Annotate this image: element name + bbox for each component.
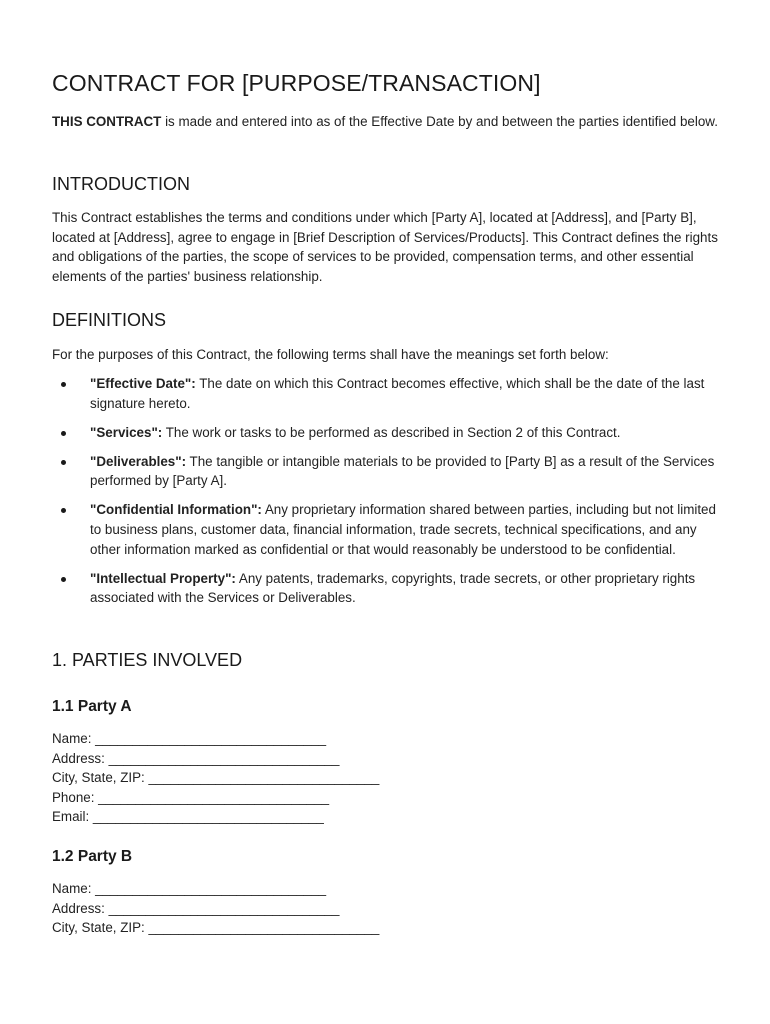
party-a-email-field[interactable]: Email: _______________________________ [52, 809, 324, 825]
party-b-fields [52, 879, 722, 938]
definition-item [52, 374, 722, 413]
definition-item [52, 452, 722, 491]
bullet-icon [61, 460, 66, 465]
contract-title: CONTRACT FOR [PURPOSE/TRANSACTION] [52, 70, 541, 96]
definition-term: "Intellectual Property": [90, 570, 236, 586]
opening-lead: THIS CONTRACT [52, 114, 162, 129]
introduction-heading: INTRODUCTION [52, 174, 190, 194]
definition-item [52, 569, 722, 608]
party-a-fields [52, 729, 722, 827]
bullet-icon [61, 431, 66, 436]
bullet-icon [61, 382, 66, 387]
definition-term: "Deliverables": [90, 453, 187, 469]
definitions-heading: DEFINITIONS [52, 310, 167, 330]
introduction-text: This Contract establishes the terms and conditions under which [Party A], located at [Address], and [Party B], located at [Address], agree to engage in [Brief Description of Services/Products]. This Contract defines the rights and obligations of the parties, the scope of services to be provided, compensation terms, and other essential elements of the parties' business relationship. [52, 210, 718, 284]
party-a-phone-field[interactable]: Phone: _______________________________ [52, 789, 330, 805]
bullet-icon [61, 508, 66, 513]
definitions-intro: For the purposes of this Contract, the following terms shall have the meanings set forth below: [52, 347, 609, 362]
definition-term: "Services": [90, 424, 163, 440]
parties-heading: 1. PARTIES INVOLVED [52, 650, 243, 670]
opening-paragraph [52, 112, 722, 132]
bullet-icon [61, 577, 66, 582]
definition-text: The tangible or intangible materials to be provided to [Party B] as a result of the Services performed by [Party A]. [90, 453, 715, 489]
party-a-heading: 1.1 Party A [52, 698, 132, 715]
party-b-name-field[interactable]: Name: _______________________________ [52, 881, 327, 896]
party-b-city-field[interactable]: City, State, ZIP: _______________________________ [52, 920, 380, 936]
definition-term: "Confidential Information": [90, 502, 262, 518]
definition-text: Any proprietary information shared between parties, including but not limited to business plans, customer data, financial information, trade secrets, technical specifications, and any other information marked as confidential or that would reasonably be understood to be confidential. [90, 502, 716, 557]
definition-term: "Effective Date": [90, 376, 196, 391]
definition-item [52, 423, 722, 443]
party-b-address-field[interactable]: Address: _______________________________ [52, 900, 340, 916]
party-a-address-field[interactable]: Address: _______________________________ [52, 750, 340, 766]
party-b-heading: 1.2 Party B [52, 848, 133, 865]
definition-item [52, 500, 722, 559]
definition-text: The work or tasks to be performed as described in Section 2 of this Contract. [162, 424, 621, 440]
definition-text: Any patents, trademarks, copyrights, trade secrets, or other proprietary rights associated with the Services or Deliverables. [90, 570, 696, 606]
definitions-list [52, 374, 722, 617]
party-a-city-field[interactable]: City, State, ZIP: _______________________________ [52, 770, 380, 786]
definition-text: The date on which this Contract becomes effective, which shall be the date of the last signature hereto. [90, 376, 705, 411]
opening-text: is made and entered into as of the Effective Date by and between the parties identified below. [161, 114, 718, 129]
party-a-name-field[interactable]: Name: _______________________________ [52, 731, 327, 746]
